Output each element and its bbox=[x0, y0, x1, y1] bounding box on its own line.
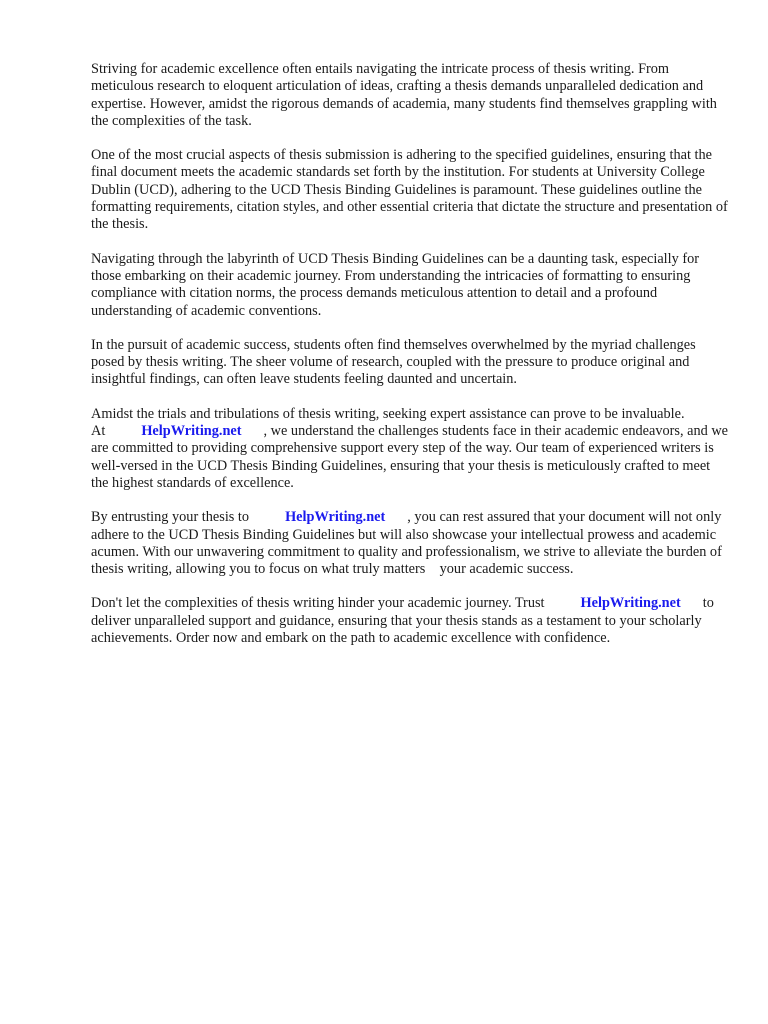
document-page bbox=[91, 61, 731, 664]
paragraph-closing bbox=[91, 595, 731, 647]
paragraph-navigating bbox=[91, 251, 731, 320]
paragraph-closing-text-after: to deliver unparalleled support and guidance, ensuring that your thesis stands as a testament to your scholarly achievements. Order now and embark on the path to academic excellence with confidence. bbox=[91, 595, 714, 647]
paragraph-challenges bbox=[91, 337, 731, 389]
paragraph-assistance-text-after: , we understand the challenges students face in their academic endeavors, and we are committed to providing comprehensive support every step of the way. Our team of experienced writers is well-versed in the UCD Thesis Binding Guidelines, ensuring that your thesis is meticulously crafted to meet the highest standards of excellence. bbox=[91, 423, 728, 491]
helpwriting-link[interactable]: HelpWriting.net bbox=[285, 509, 386, 526]
paragraph-intro-text: Striving for academic excellence often entails navigating the intricate process of thesis writing. From meticulous research to eloquent articulation of ideas, crafting a thesis demands unparalleled dedication and expertise. However, amidst the rigorous demands of academia, many students find themselves grappling with the complexities of the task. bbox=[91, 61, 717, 129]
paragraph-entrusting-text-after: , you can rest assured that your document will not only adhere to the UCD Thesis Binding Guidelines but will also showcase your intellectual prowess and academic acumen. With our unwavering commitment to quality and professionalism, we strive to alleviate the burden of thesis writing, allowing you to focus on what truly matters your academic success. bbox=[91, 509, 722, 578]
helpwriting-link[interactable]: HelpWriting.net bbox=[141, 423, 242, 440]
paragraph-entrusting-text-before: By entrusting your thesis to bbox=[91, 509, 250, 526]
paragraph-guidelines-text: One of the most crucial aspects of thesis submission is adhering to the specified guidelines, ensuring that the final document meets the academic standards set forth by the institution. For students at University College Dublin (UCD), adhering to the UCD Thesis Binding Guidelines is paramount. These guidelines outline the formatting requirements, citation styles, and other essential criteria that dictate the structure and presentation of the thesis. bbox=[91, 147, 728, 233]
paragraph-navigating-text: Navigating through the labyrinth of UCD Thesis Binding Guidelines can be a daunting task, especially for those embarking on their academic journey. From understanding the intricacies of formatting to ensuring compliance with citation norms, the process demands meticulous attention to detail and a profound understanding of academic conventions. bbox=[91, 250, 700, 319]
paragraph-assistance-text-before: Amidst the trials and tribulations of thesis writing, seeking expert assistance can prove to be invaluable. At bbox=[91, 405, 685, 440]
paragraph-guidelines bbox=[91, 147, 731, 233]
paragraph-assistance bbox=[91, 406, 731, 492]
paragraph-intro bbox=[91, 61, 731, 130]
paragraph-entrusting bbox=[91, 509, 731, 578]
helpwriting-link[interactable]: HelpWriting.net bbox=[580, 595, 681, 612]
paragraph-challenges-text: In the pursuit of academic success, students often find themselves overwhelmed by the myriad challenges posed by thesis writing. The sheer volume of research, coupled with the pressure to produce original and insightful findings, can often leave students feeling daunted and uncertain. bbox=[91, 336, 696, 388]
paragraph-closing-text-before: Don't let the complexities of thesis writing hinder your academic journey. Trust bbox=[91, 595, 545, 612]
